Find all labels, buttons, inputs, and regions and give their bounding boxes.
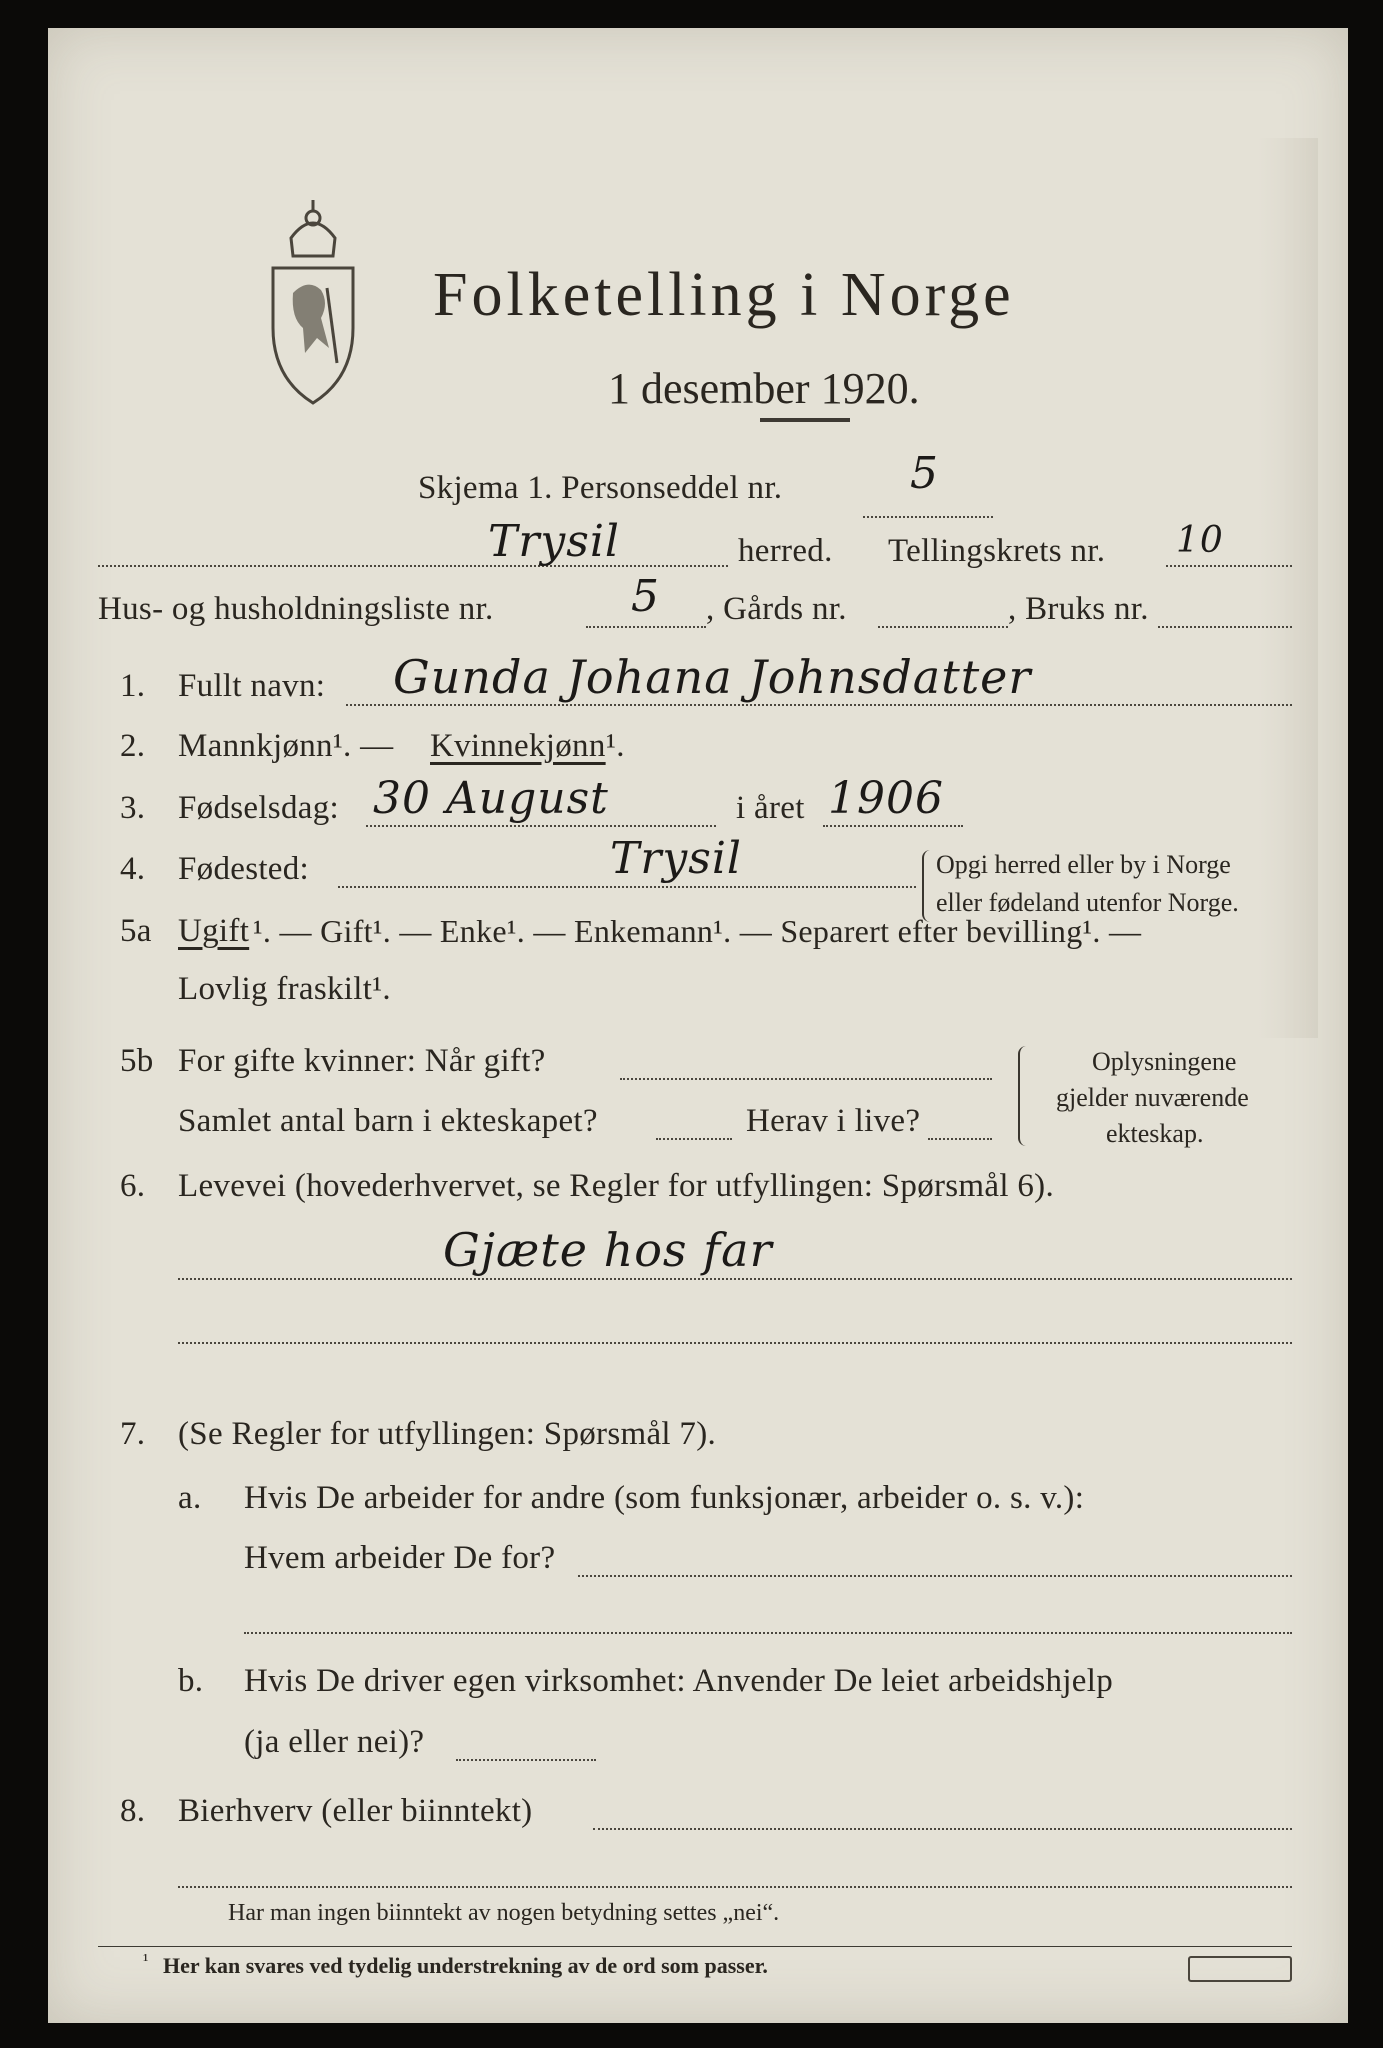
children-alive-field[interactable] xyxy=(928,1138,992,1140)
q1-number: 1. xyxy=(120,668,146,704)
footnote-rule xyxy=(98,1946,1292,1947)
q5a-line2: Lovlig fraskilt¹. xyxy=(178,971,391,1007)
q7a-line1: Hvis De arbeider for andre (som funksjonær, arbeider o. s. v.): xyxy=(244,1480,1085,1516)
q1-label: Fullt navn: xyxy=(178,668,326,704)
printer-stamp xyxy=(1188,1956,1292,1982)
q5b-note-brace xyxy=(1018,1046,1030,1146)
employer-field-line2[interactable] xyxy=(244,1632,1292,1634)
q6-label: Levevei (hovederhvervet, se Regler for utfyllingen: Spørsmål 6). xyxy=(178,1168,1055,1204)
q5a-ugift: Ugift xyxy=(178,913,250,949)
herred-label: herred. xyxy=(738,533,833,569)
occupation-field-line1[interactable] xyxy=(178,1278,1292,1280)
married-date-field[interactable] xyxy=(620,1078,992,1080)
occupation-field-line2[interactable] xyxy=(178,1342,1292,1344)
birthyear-value: 1906 xyxy=(828,773,944,824)
herred-field[interactable] xyxy=(98,565,728,567)
q7a-letter: a. xyxy=(178,1480,202,1516)
birthdate-value: 30 August xyxy=(373,773,609,824)
q4-label: Fødested: xyxy=(178,851,310,887)
gards-label: , Gårds nr. xyxy=(706,591,847,627)
q7b-letter: b. xyxy=(178,1663,204,1699)
husholdningsliste-value: 5 xyxy=(631,571,660,622)
q4-number: 4. xyxy=(120,851,146,887)
q3-label: Fødselsdag: xyxy=(178,790,339,826)
hired-help-field[interactable] xyxy=(456,1759,596,1761)
personseddel-value: 5 xyxy=(910,448,939,499)
q7b-line1: Hvis De driver egen virksomhet: Anvender De leiet arbeidshjelp xyxy=(244,1663,1114,1699)
children-count-field[interactable] xyxy=(656,1138,732,1140)
herred-value: Trysil xyxy=(488,516,620,567)
tellingskrets-field[interactable] xyxy=(1166,565,1292,567)
q5b-number: 5b xyxy=(120,1043,154,1079)
coat-of-arms-icon xyxy=(263,178,363,408)
birthdate-field[interactable] xyxy=(366,825,716,827)
tellingskrets-label: Tellingskrets nr. xyxy=(888,533,1106,569)
footnote-mark: ¹ xyxy=(143,1950,149,1970)
q2-mannkjonn: Mannkjønn¹. — xyxy=(178,728,394,764)
occupation-value: Gjæte hos far xyxy=(443,1223,773,1277)
q5a-number: 5a xyxy=(120,913,152,949)
q5b-children-label: Samlet antal barn i ekteskapet? xyxy=(178,1103,598,1139)
q4-note-brace xyxy=(922,850,932,922)
census-form-sheet xyxy=(48,28,1348,2023)
q6-number: 6. xyxy=(120,1168,146,1204)
skjema-label: Skjema 1. Personseddel nr. xyxy=(418,470,783,506)
page-title: Folketelling i Norge xyxy=(433,261,1015,329)
husholdningsliste-label: Hus- og husholdningsliste nr. xyxy=(98,591,494,627)
q4-note-line1: Opgi herred eller by i Norge xyxy=(936,850,1231,879)
q2-kvinnekjonn-sup: ¹. xyxy=(606,728,625,764)
q7b-line2: (ja eller nei)? xyxy=(244,1724,425,1760)
gards-field[interactable] xyxy=(878,626,1008,628)
birthplace-value: Trysil xyxy=(610,833,742,884)
q5b-note-line2: gjelder nuværende xyxy=(1056,1083,1249,1112)
q2-number: 2. xyxy=(120,728,146,764)
q5b-alive-label: Herav i live? xyxy=(746,1103,921,1139)
income-note: Har man ingen biinntekt av nogen betydning settes „nei“. xyxy=(228,1900,780,1926)
husholdningsliste-field[interactable] xyxy=(586,626,706,628)
q7-number: 7. xyxy=(120,1416,146,1452)
bruks-label: , Bruks nr. xyxy=(1008,591,1149,627)
q2-kvinnekjonn: Kvinnekjønn xyxy=(430,728,606,764)
birthyear-field[interactable] xyxy=(823,825,963,827)
q4-note-line2: eller fødeland utenfor Norge. xyxy=(936,888,1239,917)
census-date: 1 desember 1920. xyxy=(608,364,920,413)
q5b-note-line3: ekteskap. xyxy=(1106,1119,1204,1148)
q8-number: 8. xyxy=(120,1793,146,1829)
q5a-options: ¹. — Gift¹. — Enke¹. — Enkemann¹. — Separert efter bevilling¹. — xyxy=(253,913,1142,949)
tellingskrets-value: 10 xyxy=(1176,520,1224,561)
q3-number: 3. xyxy=(120,790,146,826)
q7a-line2: Hvem arbeider De for? xyxy=(244,1540,556,1576)
footnote: Her kan svares ved tydelig understrekning av de ord som passer. xyxy=(163,1953,768,1978)
full-name-value: Gunda Johana Johnsdatter xyxy=(393,650,1032,704)
q5b-note-line1: Oplysningene xyxy=(1092,1047,1237,1076)
full-name-field[interactable] xyxy=(346,704,1292,706)
side-income-field-line2[interactable] xyxy=(178,1886,1292,1888)
birthplace-field[interactable] xyxy=(338,886,916,888)
personseddel-field[interactable] xyxy=(863,516,993,518)
q7-label: (Se Regler for utfyllingen: Spørsmål 7). xyxy=(178,1416,717,1452)
q5b-line1: For gifte kvinner: Når gift? xyxy=(178,1043,546,1079)
q3-year-label: i året xyxy=(736,790,805,826)
q8-label: Bierhverv (eller biinntekt) xyxy=(178,1793,533,1829)
bruks-field[interactable] xyxy=(1158,626,1292,628)
title-rule xyxy=(760,418,850,422)
bleed-through-shadow xyxy=(1258,138,1318,1038)
employer-field-line1[interactable] xyxy=(578,1575,1292,1577)
side-income-field-line1[interactable] xyxy=(593,1828,1292,1830)
